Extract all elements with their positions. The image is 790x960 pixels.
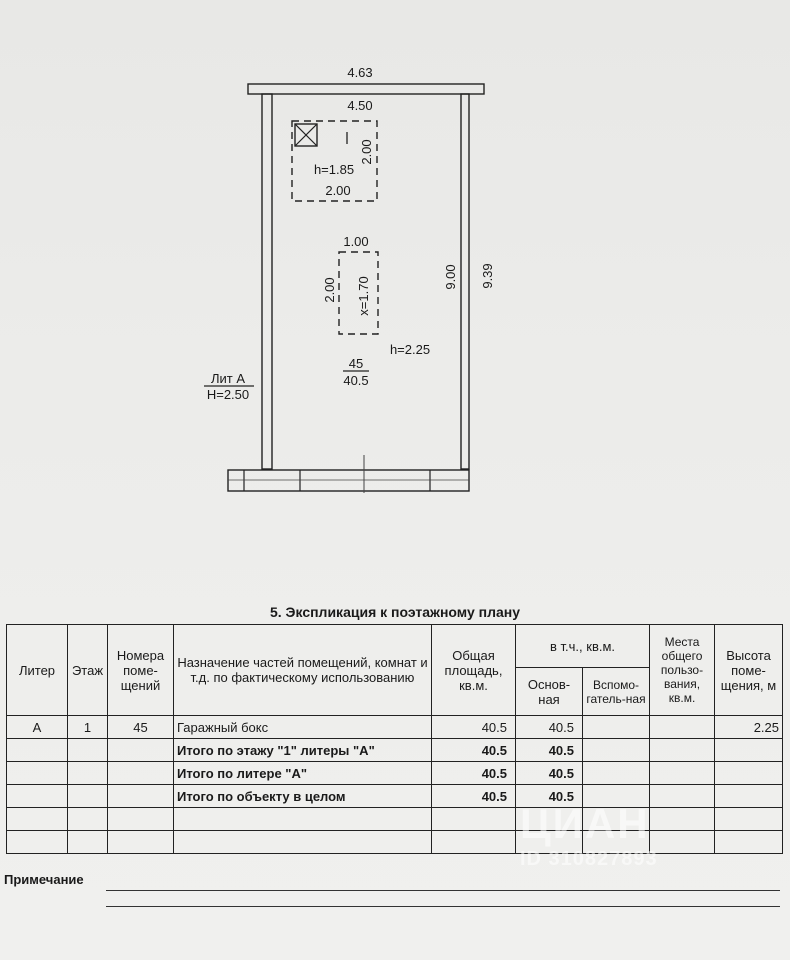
rect-x-dim: x=1.70 bbox=[356, 276, 371, 316]
cell-aux bbox=[583, 716, 650, 739]
cell-main: 40.5 bbox=[516, 785, 583, 808]
liter-height: H=2.50 bbox=[206, 387, 250, 402]
cell-purpose: Гаражный бокс bbox=[174, 716, 432, 739]
watermark-brand: ЦИАН bbox=[520, 800, 650, 847]
cell-total: 40.5 bbox=[432, 785, 516, 808]
note-line bbox=[106, 906, 780, 907]
cell-main: 40.5 bbox=[516, 762, 583, 785]
table-row-empty bbox=[7, 808, 783, 831]
note-line bbox=[106, 890, 780, 891]
cell-aux bbox=[583, 739, 650, 762]
cell-floor: 1 bbox=[68, 716, 108, 739]
cell-total: 40.5 bbox=[432, 762, 516, 785]
header-purpose: Назначение частей помещений, комнат и т.д. по фактическому использованию bbox=[174, 625, 432, 716]
right-wall bbox=[461, 94, 469, 469]
header-main: Основ-ная bbox=[516, 668, 583, 716]
cell-common bbox=[650, 785, 715, 808]
cell-total: 40.5 bbox=[432, 739, 516, 762]
gate-bar bbox=[228, 470, 469, 491]
table-row-empty bbox=[7, 831, 783, 854]
watermark-id: ID 310827893 bbox=[520, 848, 658, 870]
cell-height: 2.25 bbox=[715, 716, 783, 739]
header-height: Высота поме-щения, м bbox=[715, 625, 783, 716]
header-room-numbers: Номера поме-щений bbox=[108, 625, 174, 716]
cell-main: 40.5 bbox=[516, 716, 583, 739]
cell-purpose: Итого по этажу "1" литеры "А" bbox=[174, 739, 432, 762]
cell-common bbox=[650, 716, 715, 739]
header-total-area: Общая площадь, кв.м. bbox=[432, 625, 516, 716]
room-height: h=2.25 bbox=[389, 342, 431, 357]
cell-height bbox=[715, 785, 783, 808]
dim-outer-width: 4.63 bbox=[347, 65, 373, 80]
header-common: Места общего пользо-вания, кв.м. bbox=[650, 625, 715, 716]
pit-height-label: h=1.85 bbox=[313, 162, 355, 177]
section-title: 5. Экспликация к поэтажному плану bbox=[269, 604, 521, 620]
room-area: 40.5 bbox=[343, 373, 369, 388]
cell-aux bbox=[583, 762, 650, 785]
left-wall bbox=[262, 94, 272, 469]
cell-liter bbox=[7, 785, 68, 808]
dim-outer-length: 9.39 bbox=[480, 263, 495, 289]
pit-width-dim: 2.00 bbox=[325, 183, 351, 198]
cell-floor bbox=[68, 785, 108, 808]
cell-main: 40.5 bbox=[516, 739, 583, 762]
dim-inner-width: 4.50 bbox=[347, 98, 373, 113]
table-row bbox=[7, 785, 783, 808]
cell-height bbox=[715, 739, 783, 762]
cell-liter bbox=[7, 739, 68, 762]
top-wall-bar bbox=[248, 84, 484, 94]
explication-table bbox=[6, 624, 783, 854]
rect-width-dim: 1.00 bbox=[343, 234, 369, 249]
cell-floor bbox=[68, 762, 108, 785]
cell-total: 40.5 bbox=[432, 716, 516, 739]
header-row bbox=[7, 625, 783, 668]
table-row bbox=[7, 739, 783, 762]
pit-vertical-dim: 2.00 bbox=[359, 139, 374, 165]
cell-purpose: Итого по литере "А" bbox=[174, 762, 432, 785]
room-number: 45 bbox=[348, 356, 364, 371]
header-auxiliary: Вспомо-гатель-ная bbox=[583, 668, 650, 716]
cell-liter bbox=[7, 762, 68, 785]
table-row bbox=[7, 762, 783, 785]
header-floor: Этаж bbox=[68, 625, 108, 716]
liter-label: Лит А bbox=[210, 371, 246, 386]
cell-room bbox=[108, 762, 174, 785]
cell-room bbox=[108, 785, 174, 808]
dim-inner-length: 9.00 bbox=[443, 264, 458, 290]
note-label: Примечание bbox=[4, 872, 84, 887]
cell-liter: А bbox=[7, 716, 68, 739]
cell-height bbox=[715, 762, 783, 785]
cell-common bbox=[650, 762, 715, 785]
cell-room: 45 bbox=[108, 716, 174, 739]
header-liter: Литер bbox=[7, 625, 68, 716]
rect-height-dim: 2.00 bbox=[322, 277, 337, 303]
header-incl: в т.ч., кв.м. bbox=[516, 625, 650, 668]
cell-purpose: Итого по объекту в целом bbox=[174, 785, 432, 808]
cell-common bbox=[650, 739, 715, 762]
table-row bbox=[7, 716, 783, 739]
cell-room bbox=[108, 739, 174, 762]
cell-floor bbox=[68, 739, 108, 762]
